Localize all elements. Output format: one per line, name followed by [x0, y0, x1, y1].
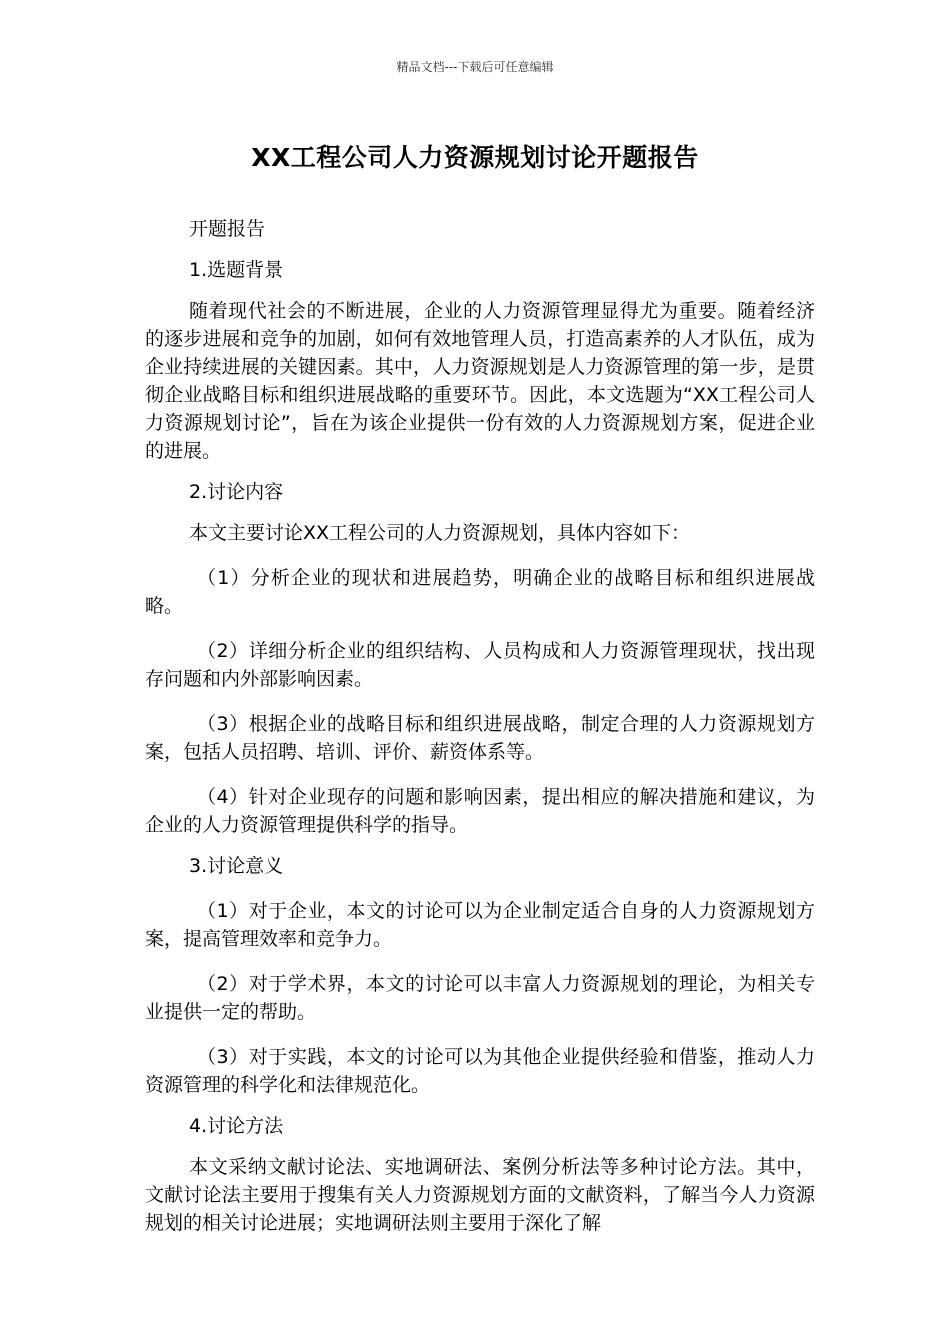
paragraph-content-intro: 本文主要讨论XX工程公司的人力资源规划，具体内容如下： [189, 522, 691, 544]
section-heading-method: 4.讨论方法 [189, 1115, 284, 1137]
paragraph-method: 本文采纳文献讨论法、实地调研法、案例分析法等多种讨论方法。其中，文献讨论法主要用于搜集有关人力资源规划方面的文献资料，了解当今人力资源规划的相关讨论进展；实地调研法则主要用于深化了解 [145, 1156, 815, 1234]
list-item-content-4: （4）针对企业现存的问题和影响因素，提出相应的解决措施和建议，为企业的人力资源管理提供科学的指导。 [145, 786, 815, 836]
list-item-content-3: （3）根据企业的战略目标和组织进展战略，制定合理的人力资源规划方案，包括人员招聘、培训、评价、薪资体系等。 [145, 713, 815, 763]
section-heading-opening: 开题报告 [189, 218, 266, 240]
list-item-significance-1: （1）对于企业，本文的讨论可以为企业制定适合自身的人力资源规划方案，提高管理效率和竞争力。 [145, 900, 815, 950]
list-item-significance-2: （2）对于学术界，本文的讨论可以丰富人力资源规划的理论，为相关专业提供一定的帮助。 [145, 973, 815, 1023]
list-item-significance-3: （3）对于实践，本文的讨论可以为其他企业提供经验和借鉴，推动人力资源管理的科学化和法律规范化。 [145, 1046, 815, 1096]
section-heading-background: 1.选题背景 [189, 259, 284, 281]
section-heading-content: 2.讨论内容 [189, 481, 284, 503]
list-item-content-2: （2）详细分析企业的组织结构、人员构成和人力资源管理现状，找出现存问题和内外部影响因素。 [145, 640, 815, 690]
header-note: 精品文档---下载后可任意编辑 [396, 60, 554, 74]
list-item-content-1: （1）分析企业的现状和进展趋势，明确企业的战略目标和组织进展战略。 [145, 567, 815, 617]
document-body [145, 215, 815, 1237]
section-heading-significance: 3.讨论意义 [189, 855, 284, 877]
document-title: XX工程公司人力资源规划讨论开题报告 [251, 143, 699, 172]
paragraph-background: 随着现代社会的不断进展，企业的人力资源管理显得尤为重要。随着经济的逐步进展和竞争的加剧，如何有效地管理人员，打造高素养的人才队伍，成为企业持续进展的关键因素。其中，人力资源规划是人力资源管理的第一步，是贯彻企业战略目标和组织进展战略的重要环节。因此，本文选题为“XX工程公司人力资源规划讨论”，旨在为该企业提供一份有效的人力资源规划方案，促进企业的进展。 [145, 300, 815, 462]
